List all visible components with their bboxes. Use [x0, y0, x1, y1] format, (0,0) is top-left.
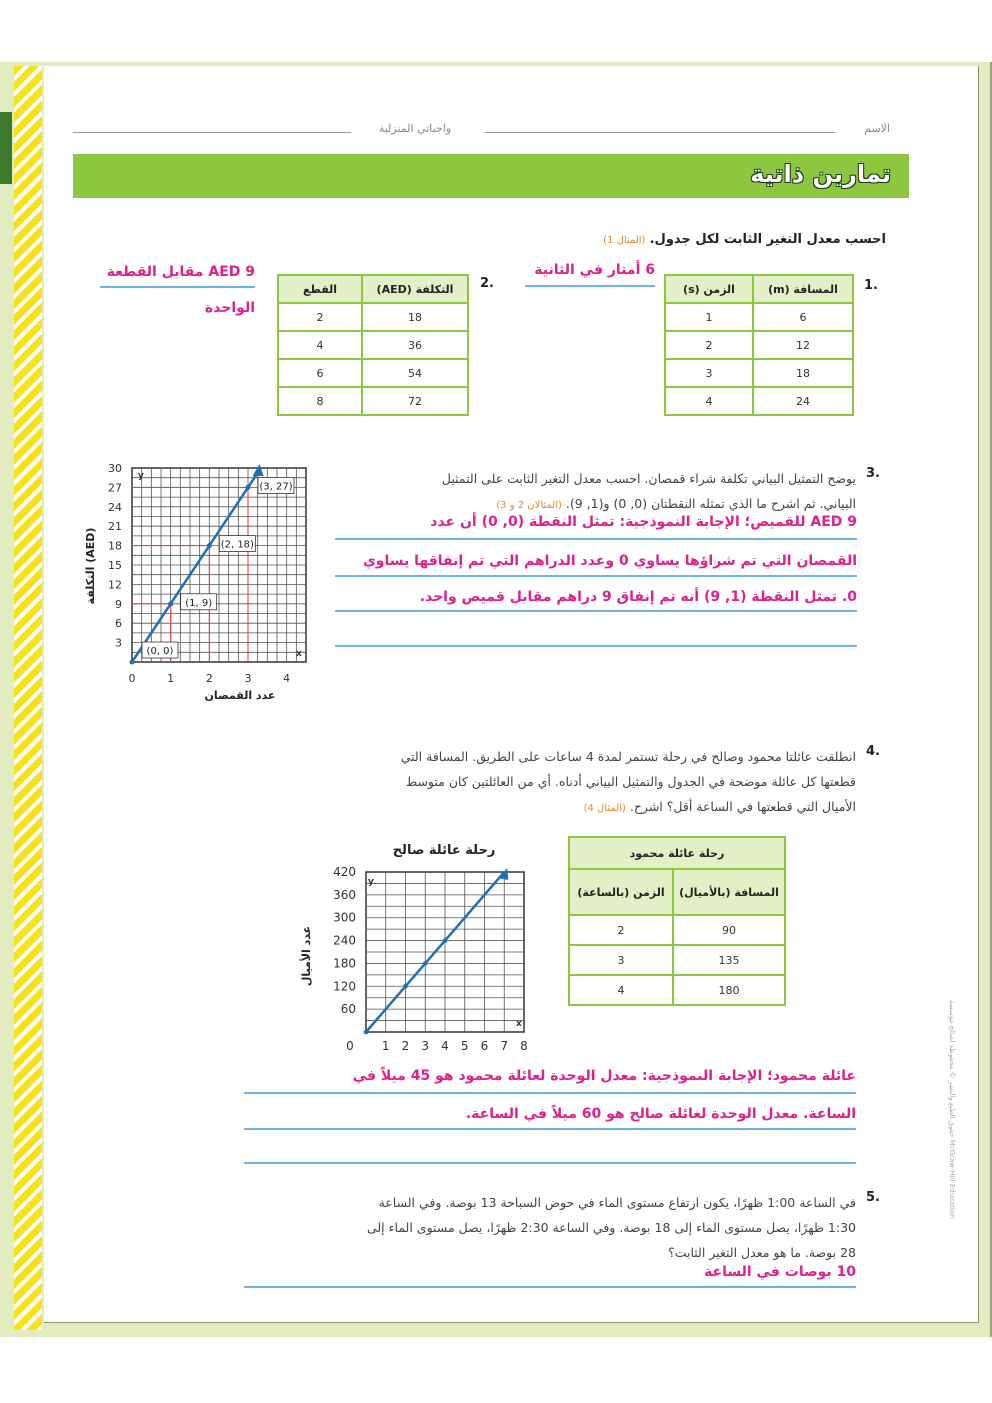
table-cell: 8 — [278, 387, 362, 415]
q2-answer-1: AED 9 مقابل القطعة — [106, 264, 255, 280]
table-header: التكلفة (AED) — [362, 275, 468, 303]
y-tick-label: 180 — [333, 956, 356, 971]
y-tick-label: 21 — [108, 520, 122, 534]
y-tick-label: 300 — [333, 910, 356, 925]
y-tick-label: 24 — [108, 500, 122, 514]
table-cell: 72 — [362, 387, 468, 415]
name-label: الاسم — [864, 122, 890, 135]
table-cell: 24 — [753, 387, 853, 415]
q2-answer-line — [100, 286, 255, 288]
q5-number: 5. — [866, 1190, 880, 1205]
data-point — [246, 485, 251, 490]
table-cell: 36 — [362, 331, 468, 359]
answer-line — [244, 1092, 856, 1094]
table-row — [665, 303, 853, 331]
decorative-stripe — [14, 66, 42, 1330]
table-cell: 12 — [753, 331, 853, 359]
q2-number: 2. — [480, 276, 494, 291]
q1-table — [664, 274, 854, 416]
y-tick-label: 360 — [333, 887, 356, 902]
x-tick-label: 2 — [205, 672, 213, 685]
table-cell: 4 — [665, 387, 753, 415]
chart-title: رحلة عائلة صالح — [392, 843, 496, 858]
x-axis-label: عدد القمصان — [204, 689, 276, 702]
table-cell: 135 — [673, 945, 785, 975]
y-tick-label: 30 — [108, 462, 122, 475]
side-tab — [0, 112, 12, 184]
table-title-row — [569, 837, 785, 869]
table-cell: 4 — [569, 975, 673, 1005]
y-tick-label: 15 — [108, 559, 122, 572]
table-header-row — [278, 275, 468, 303]
table-header-row — [569, 869, 785, 915]
table-cell: 18 — [753, 359, 853, 387]
data-point — [168, 601, 173, 606]
data-point — [207, 543, 212, 548]
x-axis-letter: x — [516, 1019, 522, 1029]
x-tick-label: 4 — [441, 1039, 449, 1053]
name-line — [485, 132, 835, 133]
q5-text-line: 1:30 ظهرًا، يصل مستوى الماء إلى 18 بوصة. وفي الساعة 2:30 ظهرًا، يصل مستوى الماء إلى — [366, 1220, 856, 1235]
y-axis-label: التكلفة (AED) — [84, 527, 97, 605]
section-title-bar — [73, 154, 909, 198]
y-tick-label: 6 — [115, 617, 122, 631]
copyright-side — [944, 1000, 958, 1300]
x-tick-label: 1 — [167, 672, 175, 685]
table-header: الزمن (بالساعة) — [569, 869, 673, 915]
x-tick-label: 2 — [401, 1039, 410, 1053]
y-axis-letter: y — [138, 471, 144, 481]
point-label: (1, 9) — [185, 597, 213, 609]
x-tick-label: 7 — [500, 1039, 509, 1053]
y-tick-label: 3 — [115, 636, 122, 650]
y-axis-label: عدد الأميال — [300, 925, 313, 987]
table-row — [569, 975, 785, 1005]
y-tick-label: 420 — [333, 865, 356, 879]
x-tick-label: 5 — [460, 1039, 469, 1053]
table-row — [278, 387, 468, 415]
table-row — [569, 945, 785, 975]
table-row — [665, 387, 853, 415]
table-cell: 2 — [278, 303, 362, 331]
homework-label: واجباتي المنزلية — [378, 122, 452, 135]
section-title: تمارين ذاتية — [750, 160, 891, 188]
x-tick-label: 3 — [244, 672, 252, 685]
y-tick-label: 120 — [333, 979, 356, 994]
mahmoud-trip-table — [568, 836, 786, 1006]
shirts-cost-chart — [80, 456, 320, 706]
q4-text-span: الأميال التي قطعتها في الساعة أقل؟ اشرح. — [629, 799, 856, 814]
q4-text-line: قطعتها كل عائلة موضحة في الجدول والتمثيل البياني أدناه. أي من العائلتين كان متوسط — [405, 774, 856, 789]
table-header-row — [665, 275, 853, 303]
table-cell: 3 — [665, 359, 753, 387]
table-cell: 6 — [278, 359, 362, 387]
x-tick-label: 1 — [381, 1039, 390, 1053]
table-header: الزمن (s) — [665, 275, 753, 303]
data-point — [443, 938, 448, 943]
y-tick-label: 9 — [115, 597, 122, 611]
instruction-ref: (المثال 1) — [603, 235, 646, 246]
data-point — [130, 660, 135, 665]
table-row — [665, 331, 853, 359]
table-cell: 2 — [665, 331, 753, 359]
table-cell: 1 — [665, 303, 753, 331]
answer-line — [244, 1286, 856, 1288]
table-header: المسافة (بالأميال) — [673, 869, 785, 915]
homework-line — [73, 132, 351, 133]
table-row — [278, 303, 468, 331]
x-tick-label: 0 — [346, 1039, 354, 1053]
q4-text — [276, 744, 856, 821]
x-tick-label: 4 — [283, 672, 291, 685]
data-point — [423, 961, 428, 966]
table-row — [278, 331, 468, 359]
y-tick-label: 60 — [340, 1002, 356, 1017]
point-label: (0, 0) — [146, 646, 174, 657]
table-cell: 54 — [362, 359, 468, 387]
q4-answer-1: عائلة محمود؛ الإجابة النموذجية: معدل الوحدة لعائلة محمود هو 45 ميلاً في — [352, 1068, 856, 1084]
saleh-trip-chart — [296, 830, 546, 1060]
x-tick-label: 0 — [128, 672, 136, 685]
table-row — [278, 359, 468, 387]
answer-line — [335, 610, 857, 612]
q5-text-line: في الساعة 1:00 ظهرًا، يكون ارتفاع مستوى الماء في حوض السباحة 13 بوصة. وفي الساعة — [378, 1195, 856, 1210]
q1-answer: 6 أمتار في الثانية — [534, 262, 655, 278]
q4-number: 4. — [866, 744, 880, 759]
q3-text-line: يوضح التمثيل البياني تكلفة شراء قمصان. احسب معدل التغير الثابت على التمثيل — [441, 471, 856, 486]
instruction — [386, 232, 886, 247]
table-cell: 4 — [278, 331, 362, 359]
q5-answer: 10 بوصات في الساعة — [704, 1264, 856, 1280]
table-cell: 3 — [569, 945, 673, 975]
table-cell: 180 — [673, 975, 785, 1005]
answer-line — [335, 645, 857, 647]
data-point — [403, 984, 408, 989]
q3-answer-1: AED 9 للقميص؛ الإجابة النموذجية: تمثل النقطة (0, 0) أن عدد — [430, 514, 857, 530]
point-label: (3, 27) — [259, 481, 293, 493]
y-tick-label: 240 — [333, 933, 356, 948]
q5-text — [244, 1190, 856, 1265]
data-point — [364, 1030, 369, 1035]
table-row — [665, 359, 853, 387]
instruction-text: احسب معدل التغير الثابت لكل جدول. — [649, 232, 886, 247]
table-row — [569, 915, 785, 945]
copyright-text: حقوق الطبع والنشر © محفوظة لصالح مؤسسة McGraw-Hill Education — [948, 1000, 956, 1219]
q4-text-line — [276, 794, 856, 821]
q3-text-span: البياني. ثم اشرح ما الذي تمثله النقطتان (0, 0) و(1, 9). — [565, 496, 856, 511]
table-cell: 90 — [673, 915, 785, 945]
q3-ref: (المثالان 2 و 3) — [496, 500, 562, 511]
x-tick-label: 8 — [520, 1039, 528, 1053]
table-cell: 18 — [362, 303, 468, 331]
q4-ref: (المثال 4) — [583, 803, 626, 814]
q1-answer-line — [525, 285, 655, 287]
answer-line — [244, 1128, 856, 1130]
x-axis-letter: x — [296, 649, 302, 659]
q2-answer-2: الواحدة — [204, 300, 255, 316]
x-tick-label: 6 — [480, 1039, 489, 1053]
answer-line — [244, 1162, 856, 1164]
x-tick-label: 3 — [421, 1039, 430, 1053]
q4-answer-2: الساعة. معدل الوحدة لعائلة صالح هو 60 ميلاً في الساعة. — [465, 1106, 856, 1122]
q3-text — [340, 466, 856, 518]
q2-table — [277, 274, 469, 416]
table-header: القطع — [278, 275, 362, 303]
q3-answer-2: القمصان التي تم شراؤها يساوي 0 وعدد الدراهم التي تم إنفاقها يساوي — [362, 553, 857, 569]
y-tick-label: 27 — [108, 481, 122, 495]
table-cell: 2 — [569, 915, 673, 945]
y-axis-letter: y — [368, 877, 374, 887]
q5-text-line: 28 بوصة. ما هو معدل التغير الثابت؟ — [668, 1245, 856, 1260]
table-title: رحلة عائلة محمود — [569, 837, 785, 869]
q4-text-line: انطلقت عائلتا محمود وصالح في رحلة تستمر لمدة 4 ساعات على الطريق. المسافة التي — [400, 749, 856, 764]
q1-number: 1. — [864, 278, 878, 293]
q3-answer-3: 0. تمثل النقطة (1, 9) أنه تم إنفاق 9 دراهم مقابل قميص واحد. — [419, 589, 857, 605]
y-tick-label: 18 — [108, 539, 122, 553]
answer-line — [335, 575, 857, 577]
table-cell: 6 — [753, 303, 853, 331]
q3-number: 3. — [866, 466, 880, 481]
y-tick-label: 12 — [108, 578, 122, 592]
answer-line — [335, 538, 857, 540]
point-label: (2, 18) — [220, 539, 254, 551]
table-header: المسافة (m) — [753, 275, 853, 303]
